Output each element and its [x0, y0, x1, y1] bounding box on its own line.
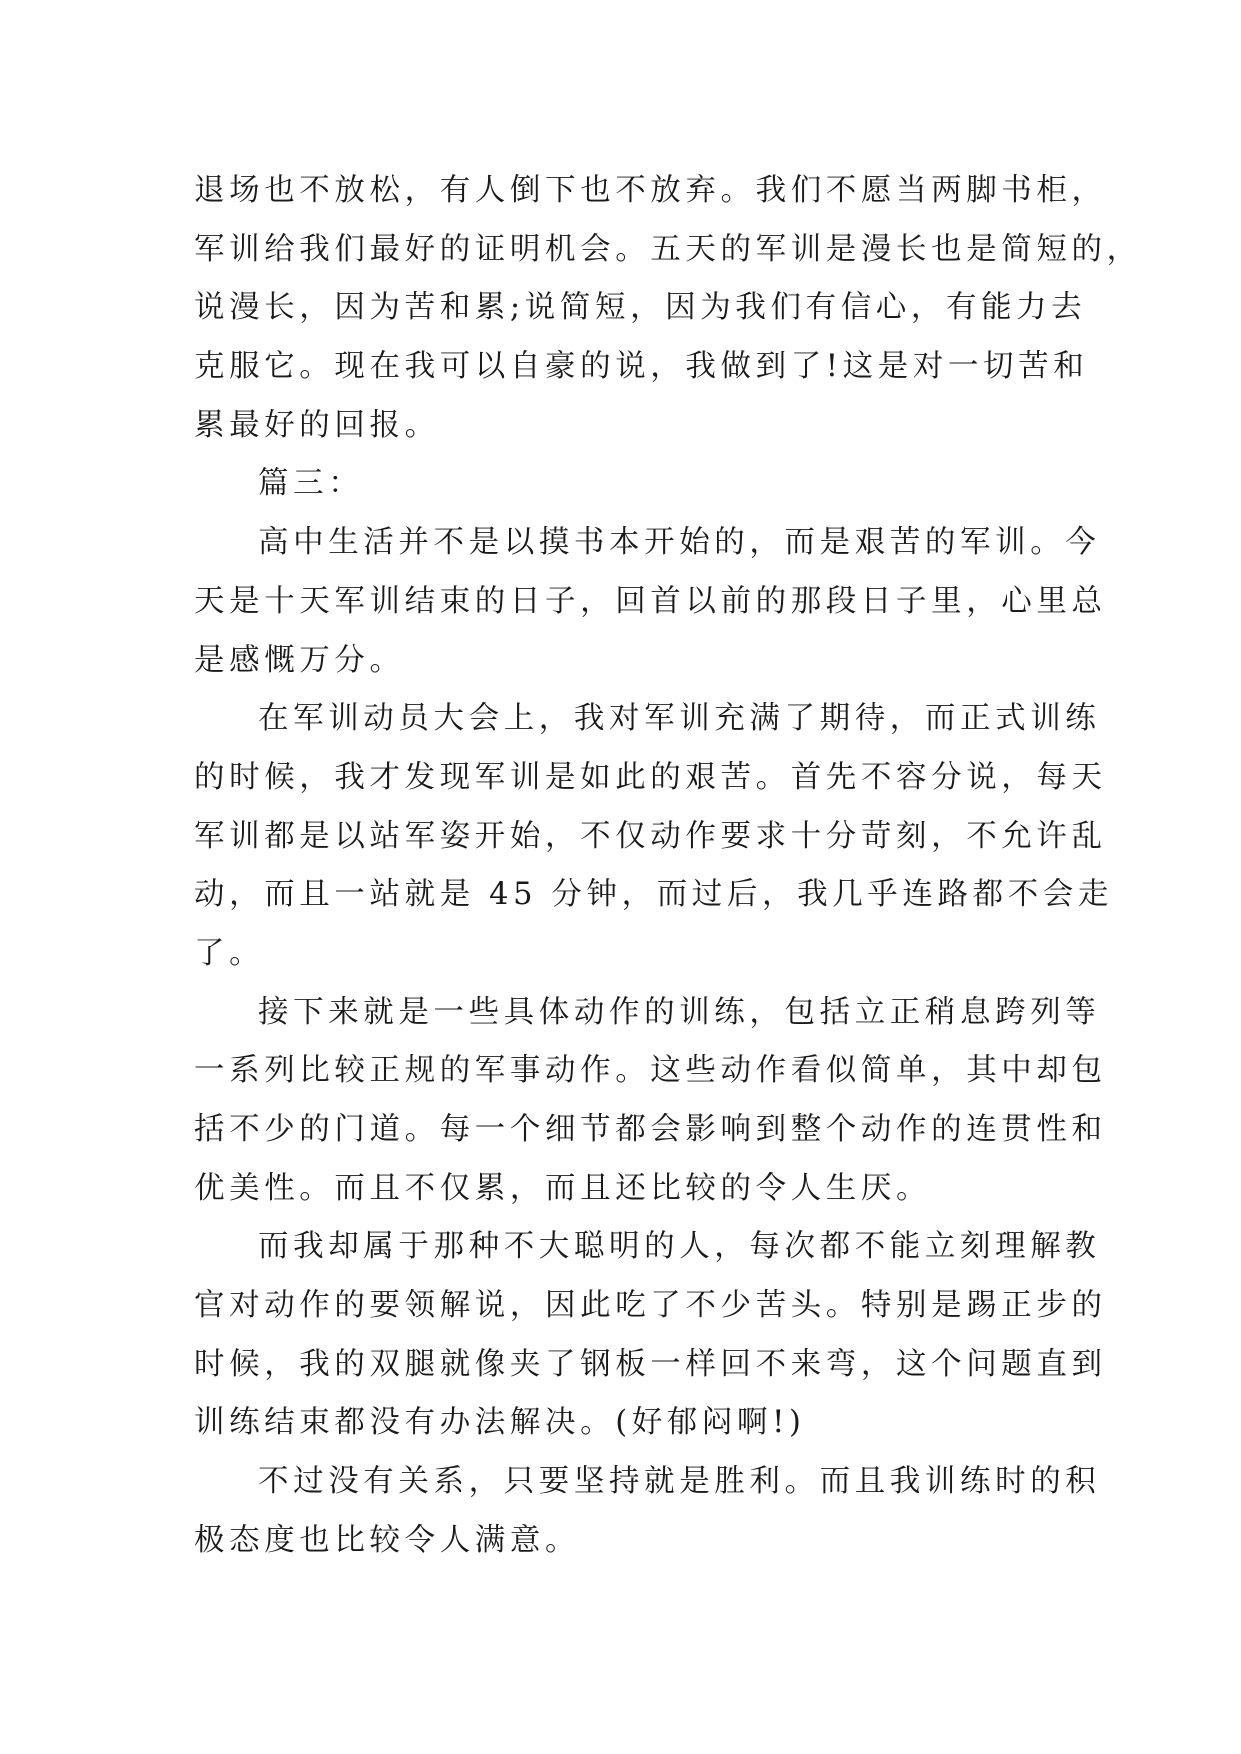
text-line: 不过没有关系，只要坚持就是胜利。而且我训练时的积: [258, 1464, 1101, 1500]
text-line: 而我却属于那种不大聪明的人，每次都不能立刻理解教: [258, 1229, 1101, 1265]
text-line: 训练结束都没有办法解决。(好郁闷啊!): [194, 1405, 806, 1441]
text-line: 累最好的回报。: [194, 407, 440, 443]
text-line: 克服它。现在我可以自豪的说，我做到了!这是对一切苦和: [194, 349, 1089, 385]
text-line: 了。: [194, 935, 265, 971]
text-line: 官对动作的要领解说，因此吃了不少苦头。特别是踢正步的: [194, 1288, 1107, 1324]
text-line: 高中生活并不是以摸书本开始的，而是艰苦的军训。今: [258, 525, 1101, 561]
text-line: 时候，我的双腿就像夹了钢板一样回不来弯，这个问题直到: [194, 1346, 1107, 1382]
text-line: 括不少的门道。每一个细节都会影响到整个动作的连贯性和: [194, 1112, 1107, 1147]
text-line: 退场也不放松，有人倒下也不放弃。我们不愿当两脚书柜，: [194, 173, 1107, 208]
text-line: 天是十天军训结束的日子，回首以前的那段日子里，心里总: [194, 583, 1107, 619]
text-line: 说漫长，因为苦和累;说简短，因为我们有信心，有能力去: [194, 290, 1087, 326]
text-line: 动，而且一站就是 45 分钟，而过后，我几乎连路都不会走: [194, 877, 1113, 913]
text-line: 一系列比较正规的军事动作。这些动作看似简单，其中却包: [194, 1053, 1107, 1089]
text-line: 极态度也比较令人满意。: [194, 1522, 581, 1558]
text-line: 是感慨万分。: [194, 642, 405, 678]
text-line: 在军训动员大会上，我对军训充满了期待，而正式训练: [258, 701, 1101, 737]
text-line: 军训都是以站军姿开始，不仅动作要求十分苛刻，不允许乱: [194, 818, 1107, 854]
text-line: 篇三：: [258, 466, 364, 502]
body-text: [194, 162, 1142, 1571]
text-line: 接下来就是一些具体动作的训练，包括立正稍息跨列等: [258, 994, 1101, 1030]
text-line: 的时候，我才发现军训是如此的艰苦。首先不容分说，每天: [194, 759, 1107, 795]
text-line: 军训给我们最好的证明机会。五天的军训是漫长也是简短的，: [194, 231, 1142, 267]
text-line: 优美性。而且不仅累，而且还比较的令人生厌。: [194, 1170, 932, 1206]
